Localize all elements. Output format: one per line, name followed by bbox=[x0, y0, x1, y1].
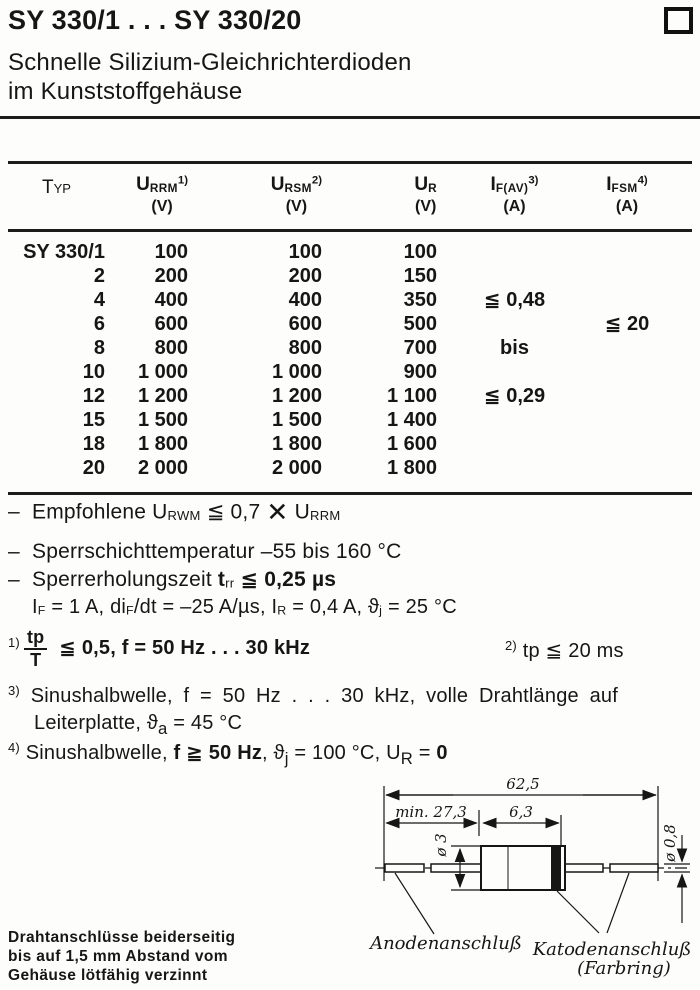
table-cell bbox=[592, 360, 662, 384]
note-text: Sperrerholungszeit bbox=[32, 568, 218, 591]
footnote-text: f = 50 Hz . . . 30 kHz bbox=[121, 637, 311, 660]
solderability-note-line: Gehäuse lötfähig verzinnt bbox=[8, 967, 208, 984]
table-row bbox=[8, 312, 692, 336]
note-subscript: j bbox=[284, 749, 289, 769]
table-row bbox=[8, 432, 692, 456]
footnote-text: ≦ 0,5, bbox=[53, 637, 122, 660]
table-cell: 100 bbox=[154, 241, 188, 263]
solderability-note-line: bis auf 1,5 mm Abstand vom bbox=[8, 948, 228, 965]
table-cell: ≦ 20 bbox=[604, 313, 650, 335]
header-symbol: U bbox=[270, 174, 285, 195]
note-subscript: F bbox=[37, 603, 46, 618]
table-cell: 1 800 bbox=[137, 433, 188, 455]
ratings-table bbox=[8, 161, 692, 495]
footnote-line bbox=[34, 712, 618, 739]
footnote-marker: 4) bbox=[8, 740, 20, 755]
table-cell: 400 bbox=[288, 289, 322, 311]
note-recommended-urwm bbox=[8, 497, 341, 528]
dim-label-body: 6,3 bbox=[509, 803, 533, 821]
table-cell bbox=[592, 384, 662, 408]
dim-label-lead: min. 27,3 bbox=[395, 803, 467, 821]
header-symbol: U bbox=[414, 174, 429, 195]
table-cell: 1 800 bbox=[386, 457, 437, 479]
table-cell: 1 500 bbox=[137, 409, 188, 431]
table-cell: 18 bbox=[82, 433, 105, 455]
footnote-text: Leiterplatte, ϑ bbox=[34, 712, 159, 735]
anode-label: Anodenanschluß bbox=[370, 933, 522, 954]
table-cell: 200 bbox=[154, 265, 188, 287]
table-row bbox=[8, 384, 692, 408]
note-subscript: R bbox=[400, 749, 413, 769]
header-symbol: I bbox=[490, 174, 496, 195]
table-cell: 150 bbox=[403, 265, 437, 287]
header-subscript: FSM bbox=[611, 181, 638, 195]
header-subscript: F(AV) bbox=[495, 181, 529, 195]
table-cell bbox=[592, 408, 662, 432]
footnote-line bbox=[8, 683, 618, 708]
note-text: = 25 °C bbox=[382, 596, 457, 618]
column-header-ifav bbox=[437, 174, 592, 217]
table-cell: 8 bbox=[93, 337, 105, 359]
table-cell: bis bbox=[500, 337, 529, 359]
table-cell: 1 100 bbox=[386, 385, 437, 407]
table-cell: 1 600 bbox=[386, 433, 437, 455]
table-cell: 600 bbox=[154, 313, 188, 335]
table-row bbox=[8, 456, 692, 480]
table-cell: 500 bbox=[403, 313, 437, 335]
note-text: ≦ 0,7 bbox=[200, 500, 267, 524]
footnote-marker: 1) bbox=[8, 635, 20, 651]
note-text: I bbox=[32, 596, 38, 618]
note-text: Sperrschichttemperatur –55 bis 160 °C bbox=[32, 540, 402, 563]
header-symbol: I bbox=[606, 174, 612, 195]
footnote-text: tp ≦ 20 ms bbox=[516, 640, 624, 663]
table-row bbox=[8, 408, 692, 432]
cathode-lead-inner bbox=[565, 864, 603, 872]
footnote-ref: 3) bbox=[528, 174, 539, 187]
subtitle-line-1: Schnelle Silizium-Gleichrichterdioden bbox=[8, 49, 412, 76]
column-header-ur bbox=[322, 174, 437, 217]
table-row bbox=[8, 360, 692, 384]
footnote-ref: 2) bbox=[311, 174, 322, 187]
leader-cathode-band bbox=[557, 891, 599, 933]
note-subscript: a bbox=[158, 719, 168, 739]
table-cell: 12 bbox=[82, 385, 105, 407]
table-cell bbox=[437, 264, 592, 288]
footnote-marker: 3) bbox=[8, 683, 20, 698]
table-cell: 6 bbox=[93, 313, 105, 335]
corner-square-icon bbox=[664, 7, 693, 34]
footnote-text: = 45 °C bbox=[167, 712, 243, 735]
note-junction-temperature bbox=[8, 540, 401, 564]
header-subscript: RSM bbox=[284, 181, 312, 195]
footnote-marker: 2) bbox=[505, 638, 517, 653]
table-cell bbox=[437, 312, 592, 336]
table-row bbox=[8, 336, 692, 360]
footnote-ref: 4) bbox=[637, 174, 648, 187]
header-unit: (V) bbox=[151, 198, 173, 215]
footnote-text: = 100 °C, U bbox=[288, 742, 401, 765]
package-outline-drawing bbox=[333, 773, 700, 990]
table-cell: 800 bbox=[154, 337, 188, 359]
cathode-band bbox=[551, 847, 561, 889]
footnote-3 bbox=[8, 683, 618, 739]
table-cell bbox=[592, 456, 662, 480]
fraction-tp-T bbox=[24, 628, 47, 670]
note-reverse-recovery bbox=[8, 567, 336, 592]
header-unit: (V) bbox=[415, 198, 437, 215]
table-cell: 2 000 bbox=[137, 457, 188, 479]
list-dash: – bbox=[8, 540, 20, 563]
leader-cathode-lead bbox=[607, 873, 629, 933]
note-text: = 0,4 A, ϑ bbox=[286, 596, 380, 618]
table-cell bbox=[437, 408, 592, 432]
header-subscript: R bbox=[428, 181, 437, 195]
table-body bbox=[8, 232, 692, 495]
table-cell: 1 000 bbox=[271, 361, 322, 383]
table-cell: 900 bbox=[403, 361, 437, 383]
table-cell: 400 bbox=[154, 289, 188, 311]
table-cell: 10 bbox=[82, 361, 105, 383]
note-text: t bbox=[217, 568, 226, 591]
note-subscript: F bbox=[126, 603, 134, 618]
table-cell bbox=[592, 336, 662, 360]
table-cell: SY 330/1 bbox=[23, 241, 105, 263]
note-text: U bbox=[288, 500, 310, 524]
table-cell: 350 bbox=[403, 289, 437, 311]
table-cell: 4 bbox=[93, 289, 105, 311]
header-unit: (A) bbox=[615, 198, 639, 215]
table-cell: 1 000 bbox=[137, 361, 188, 383]
table-cell bbox=[592, 240, 662, 264]
footnote-1 bbox=[8, 628, 310, 670]
note-subscript: rr bbox=[225, 575, 235, 591]
dim-label-body-dia: ø 3 bbox=[432, 833, 450, 857]
header-divider bbox=[0, 116, 700, 119]
table-cell bbox=[437, 240, 592, 264]
anode-lead-inner bbox=[431, 864, 481, 872]
table-cell bbox=[592, 432, 662, 456]
fraction-numerator: tp bbox=[24, 628, 47, 650]
table-cell: 200 bbox=[288, 265, 322, 287]
page-subtitle bbox=[8, 48, 412, 106]
column-header-urrm bbox=[105, 174, 188, 217]
table-cell: 1 500 bbox=[271, 409, 322, 431]
table-cell: 20 bbox=[82, 457, 105, 479]
note-subscript: RWM bbox=[167, 507, 201, 523]
footnote-4 bbox=[8, 740, 448, 769]
note-text: ≦ 0,25 µs bbox=[234, 568, 337, 591]
anode-lead-outer bbox=[385, 864, 424, 872]
table-cell bbox=[592, 264, 662, 288]
header-label: Typ bbox=[42, 177, 71, 198]
table-cell: 600 bbox=[288, 313, 322, 335]
footnote-text: 0 bbox=[436, 742, 448, 765]
page-title: SY 330/1 . . . SY 330/20 bbox=[8, 5, 302, 35]
header-symbol: U bbox=[136, 174, 150, 195]
leader-anode bbox=[395, 873, 434, 934]
footnote-text: f ≧ 50 Hz bbox=[173, 742, 263, 765]
table-cell: 1 400 bbox=[386, 409, 437, 431]
solderability-note-line: Drahtanschlüsse beiderseitig bbox=[8, 929, 236, 946]
solderability-note bbox=[8, 928, 235, 985]
table-row bbox=[8, 240, 692, 264]
subtitle-line-2: im Kunststoffgehäuse bbox=[8, 78, 243, 105]
fraction-denominator: T bbox=[30, 649, 42, 670]
list-dash: – bbox=[8, 568, 20, 591]
footnote-text: , ϑ bbox=[262, 742, 285, 765]
column-header-ursm bbox=[188, 174, 322, 217]
table-cell: 700 bbox=[403, 337, 437, 359]
table-cell: ≦ 0,48 bbox=[483, 289, 546, 311]
table-cell bbox=[437, 432, 592, 456]
table-cell: 100 bbox=[403, 241, 437, 263]
table-header-row bbox=[8, 164, 692, 232]
footnote-2 bbox=[505, 638, 624, 663]
dim-label-overall: 62,5 bbox=[506, 775, 540, 793]
table-cell: 15 bbox=[82, 409, 105, 431]
note-subscript: j bbox=[379, 603, 383, 618]
dim-label-lead-dia: ø 0,8 bbox=[661, 824, 679, 862]
footnote-text: Sinushalbwelle, f = 50 Hz . . . 30 kHz, volle Drahtlänge auf bbox=[30, 685, 619, 708]
footnote-text: = bbox=[412, 742, 437, 765]
note-text: /dt = –25 A/µs, I bbox=[133, 596, 278, 618]
header-subscript: RRM bbox=[149, 181, 178, 195]
table-cell bbox=[592, 288, 662, 312]
table-row bbox=[8, 288, 692, 312]
table-cell bbox=[437, 360, 592, 384]
table-row bbox=[8, 264, 692, 288]
table-cell: 100 bbox=[288, 241, 322, 263]
cathode-label-farbring: (Farbring) bbox=[577, 958, 671, 979]
table-cell: 800 bbox=[288, 337, 322, 359]
table-cell: 1 200 bbox=[271, 385, 322, 407]
table-cell: 2 bbox=[93, 265, 105, 287]
note-subscript: R bbox=[277, 603, 287, 618]
column-header-typ bbox=[8, 174, 105, 217]
note-test-conditions bbox=[32, 596, 457, 619]
column-header-ifsm bbox=[592, 174, 662, 217]
table-cell: 2 000 bbox=[271, 457, 322, 479]
table-cell: 1 800 bbox=[271, 433, 322, 455]
table-cell: ≦ 0,29 bbox=[483, 385, 546, 407]
note-subscript: RRM bbox=[310, 507, 341, 523]
table-cell bbox=[437, 456, 592, 480]
table-cell: 1 200 bbox=[137, 385, 188, 407]
cathode-label: Katodenanschluß bbox=[532, 939, 692, 960]
footnote-text: Sinushalbwelle, bbox=[25, 742, 174, 765]
header-unit: (V) bbox=[285, 198, 308, 215]
header-unit: (A) bbox=[503, 198, 526, 215]
list-dash: – bbox=[8, 500, 20, 524]
note-text: Empfohlene U bbox=[32, 500, 168, 524]
note-text: = 1 A, di bbox=[45, 596, 127, 618]
multiplication-icon: ✕ bbox=[266, 497, 289, 527]
cathode-lead-outer bbox=[610, 864, 658, 872]
footnote-ref: 1) bbox=[177, 174, 188, 187]
